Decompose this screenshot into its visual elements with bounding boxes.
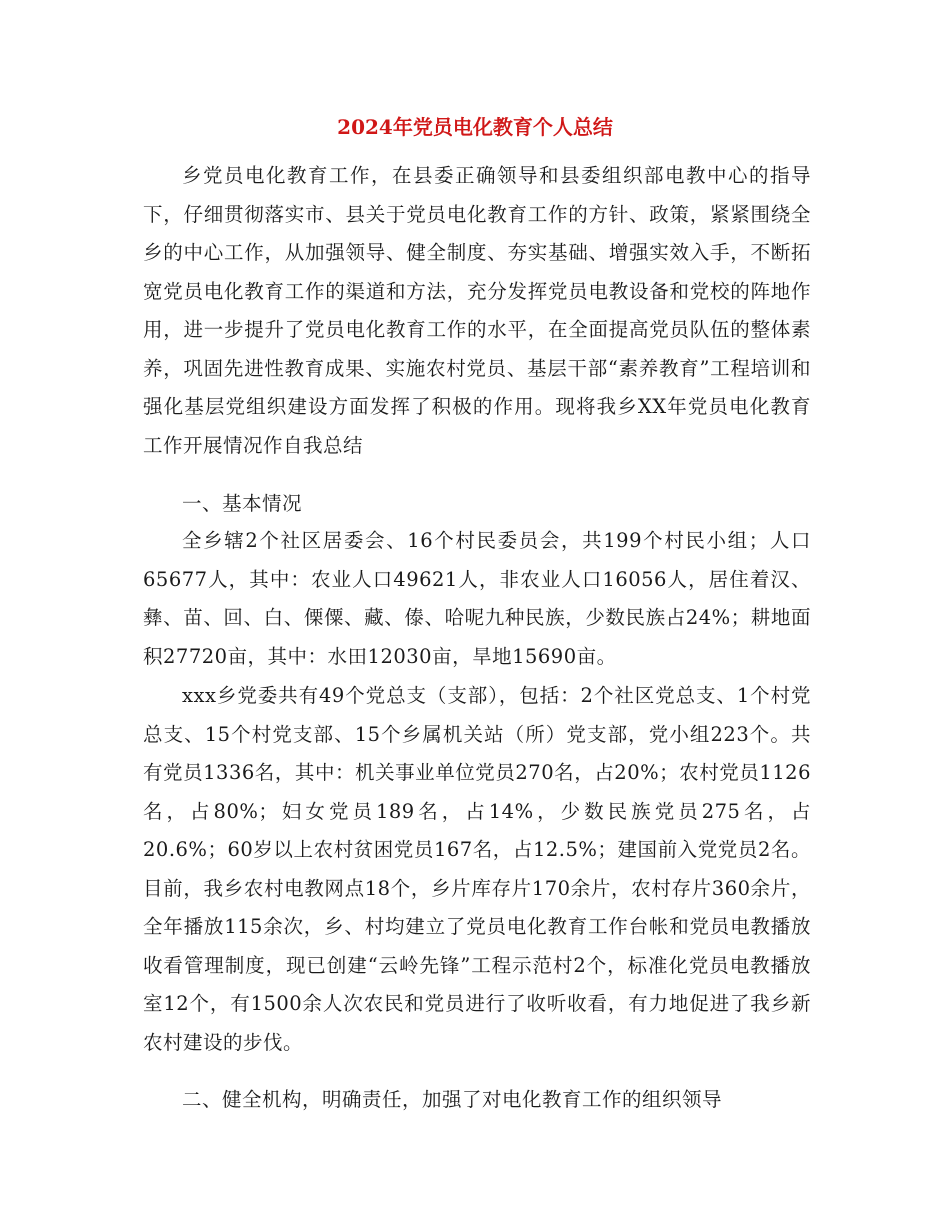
section-1-paragraph-2: xxx乡党委共有49个党总支（支部），包括：2个社区党总支、1个村党总支、15个村党支部、15个乡属机关站（所）党支部，党小组223个。共有党员1336名，其中：机关事业单位党员270名，占20%；农村党员1126名，占80%；妇女党员189名，占14%，少数民族党员275名，占20.6%；60岁以上农村贫困党员167名，占12.5%；建国前入党党员2名。目前，我乡农村电教网点18个，乡片库存片170余片，农村存片360余片，全年播放115余次，乡、村均建立了党员电化教育工作台帐和党员电教播放收看管理制度，现已创建“云岭先锋”工程示范村2个，标准化党员电教播放室12个，有1500余人次农民和党员进行了收听收看，有力地促进了我乡新农村建设的步伐。 (143, 684, 811, 1054)
section-1-paragraph-1: 全乡辖2个社区居委会、16个村民委员会，共199个村民小组；人口65677人，其中：农业人口49621人，非农业人口16056人，居住着汉、彝、苗、回、白、傈僳、藏、傣、哈呢九种民族，少数民族占24%；耕地面积27720亩，其中：水田12030亩，旱地15690亩。 (143, 529, 811, 668)
document-title: 2024年党员电化教育个人总结 (337, 115, 613, 139)
section-2-heading: 二、健全机构，明确责任，加强了对电化教育工作的组织领导 (182, 1088, 723, 1111)
section-1-heading: 一、基本情况 (182, 492, 303, 515)
intro-paragraph: 乡党员电化教育工作，在县委正确领导和县委组织部电教中心的指导下，仔细贯彻落实市、县关于党员电化教育工作的方针、政策，紧紧围绕全乡的中心工作，从加强领导、健全制度、夯实基础、增强实效入手，不断拓宽党员电化教育工作的渠道和方法，充分发挥党员电教设备和党校的阵地作用，进一步提升了党员电化教育工作的水平，在全面提高党员队伍的整体素养，巩固先进性教育成果、实施农村党员、基层干部“素养教育”工程培训和强化基层党组织建设方面发挥了积极的作用。现将我乡XX年党员电化教育工作开展情况作自我总结 (143, 164, 811, 457)
